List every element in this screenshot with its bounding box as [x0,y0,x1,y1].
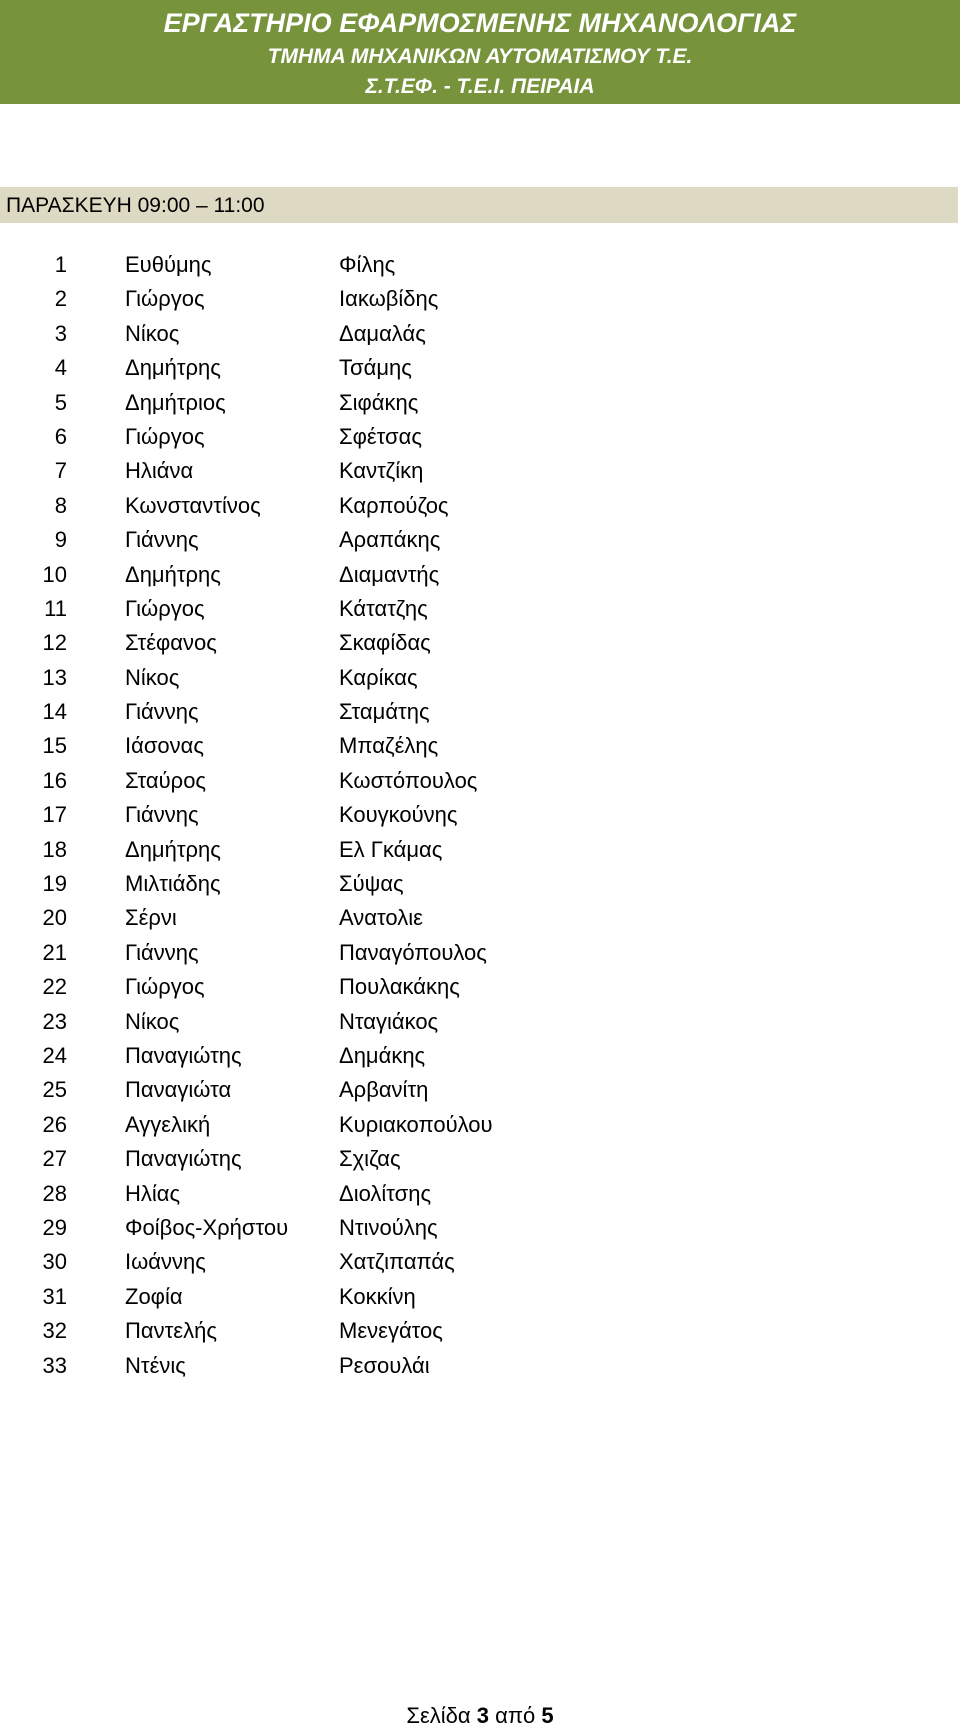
student-last-name: Μπαζέλης [339,733,439,759]
student-first-name: Γιώργος [125,286,205,312]
student-last-name: Δημάκης [339,1042,426,1068]
student-number: 28 [42,1180,67,1206]
list-item [0,1349,960,1383]
student-number: 6 [54,423,67,449]
list-item [0,764,960,798]
student-number: 27 [42,1146,67,1172]
list-item [0,1177,960,1211]
student-first-name: Γιάννης [125,527,199,553]
student-last-name: Κουγκούνης [339,802,458,828]
list-item [0,248,960,282]
section-title: ΠΑΡΑΣΚΕΥΗ 09:00 – 11:00 [6,194,265,217]
student-first-name: Νίκος [125,664,180,690]
list-item [0,282,960,316]
student-last-name: Κωστόπουλος [339,767,478,793]
list-item [0,1211,960,1245]
list-item [0,867,960,901]
student-first-name: Ιάσονας [125,733,204,759]
student-first-name: Δημήτρης [125,355,221,381]
student-first-name: Γιώργος [125,595,205,621]
student-last-name: Σύψας [339,871,404,897]
student-number: 20 [42,905,67,931]
student-first-name: Γιώργος [125,423,205,449]
student-number: 8 [54,492,67,518]
student-first-name: Ηλίας [125,1180,181,1206]
list-item [0,489,960,523]
list-item [0,695,960,729]
student-first-name: Νίκος [125,320,180,346]
student-number: 2 [54,286,67,312]
student-number: 33 [42,1352,67,1378]
student-last-name: Αραπάκης [339,527,441,553]
student-last-name: Τσάμης [339,355,412,381]
student-last-name: Καντζίκη [339,458,424,484]
student-first-name: Φοίβος-Χρήστου [125,1214,289,1240]
student-first-name: Δημήτρης [125,561,221,587]
page-footer [0,1702,960,1730]
list-item [0,1073,960,1107]
student-last-name: Ντινούλης [339,1214,438,1240]
student-number: 29 [42,1214,67,1240]
student-first-name: Στέφανος [125,630,217,656]
student-first-name: Γιάννης [125,939,199,965]
list-item [0,1280,960,1314]
page-header [0,0,960,104]
list-item [0,936,960,970]
list-item [0,626,960,660]
student-first-name: Παναγιώτα [125,1077,232,1103]
student-number: 32 [42,1318,67,1344]
student-last-name: Σφέτσας [339,423,422,449]
student-first-name: Νίκος [125,1008,180,1034]
student-last-name: Χατζιπαπάς [339,1249,455,1275]
student-number: 10 [42,561,67,587]
list-item [0,729,960,763]
student-number: 15 [42,733,67,759]
student-number: 9 [54,527,67,553]
student-number: 3 [54,320,67,346]
student-first-name: Ευθύμης [125,252,212,277]
student-last-name: Μενεγάτος [339,1318,443,1344]
list-item [0,661,960,695]
student-last-name: Νταγιάκος [339,1008,439,1034]
student-number: 16 [42,767,67,793]
student-last-name: Κοκκίνη [339,1283,416,1309]
list-item [0,1314,960,1348]
student-number: 21 [42,939,67,965]
student-first-name: Παναγιώτης [125,1146,242,1172]
student-first-name: Ζοφία [125,1283,183,1309]
student-last-name: Κυριακοπούλου [339,1111,493,1137]
student-number: 19 [42,871,67,897]
page-label: Σελίδα [406,1703,471,1728]
list-item [0,317,960,351]
list-item [0,592,960,626]
student-first-name: Σέρνι [125,905,177,931]
student-last-name: Σκαφίδας [339,630,431,656]
student-number: 22 [42,974,67,1000]
student-number: 4 [54,355,67,381]
list-item [0,833,960,867]
list-item [0,901,960,935]
page-total: 5 [541,1703,554,1728]
student-first-name: Σταύρος [125,767,207,793]
student-first-name: Αγγελική [125,1111,211,1137]
student-last-name: Αρβανίτη [339,1077,429,1103]
list-item [0,351,960,385]
list-item [0,970,960,1004]
list-item [0,523,960,557]
student-last-name: Σχιζας [339,1146,401,1172]
student-number: 1 [54,252,67,277]
student-last-name: Σταμάτης [339,699,430,725]
institution-title: Σ.Τ.ΕΦ. - Τ.Ε.Ι. ΠΕΙΡΑΙΑ [365,75,595,98]
student-last-name: Ρεσουλάι [339,1352,430,1378]
student-last-name: Ανατολιε [339,905,423,931]
student-first-name: Δημήτριος [125,389,226,415]
student-last-name: Κάτατζης [339,595,428,621]
list-item [0,1108,960,1142]
student-number: 5 [54,389,67,415]
student-last-name: Καρπούζος [339,492,449,518]
student-first-name: Γιάννης [125,699,199,725]
student-first-name: Παναγιώτης [125,1042,242,1068]
department-title: ΤΜΗΜΑ ΜΗΧΑΝΙΚΩΝ ΑΥΤΟΜΑΤΙΣΜΟΥ Τ.Ε. [267,45,693,68]
student-number: 26 [42,1111,67,1137]
student-last-name: Διολίτσης [339,1180,432,1206]
section-heading-bar [0,187,958,223]
student-first-name: Γιώργος [125,974,205,1000]
student-first-name: Κωνσταντίνος [125,492,261,518]
list-item [0,1039,960,1073]
student-first-name: Γιάννης [125,802,199,828]
list-item [0,1005,960,1039]
student-last-name: Πουλακάκης [339,974,460,1000]
student-number: 24 [42,1042,67,1068]
student-number: 25 [42,1077,67,1103]
list-item [0,1142,960,1176]
student-number: 18 [42,836,67,862]
list-item [0,454,960,488]
student-number: 7 [54,458,67,484]
student-list [0,248,960,1383]
student-number: 11 [44,595,67,621]
student-last-name: Καρίκας [339,664,418,690]
student-last-name: Ελ Γκάμας [339,836,443,862]
student-first-name: Ιωάννης [125,1249,206,1275]
student-first-name: Παντελής [125,1318,217,1344]
student-first-name: Μιλτιάδης [125,871,221,897]
student-last-name: Διαμαντής [339,561,440,587]
student-number: 14 [42,699,67,725]
student-first-name: Ηλιάνα [125,458,194,484]
student-number: 12 [42,630,67,656]
student-first-name: Δημήτρης [125,836,221,862]
student-last-name: Παναγόπουλος [339,939,487,965]
list-item [0,558,960,592]
student-last-name: Σιφάκης [339,389,419,415]
page-number: 3 [476,1703,489,1728]
list-item [0,1245,960,1279]
page-of-label: από [495,1703,536,1728]
student-last-name: Φίλης [339,252,396,277]
student-number: 30 [42,1249,67,1275]
student-number: 13 [42,664,67,690]
lab-title: ΕΡΓΑΣΤΗΡΙΟ ΕΦΑΡΜΟΣΜΕΝΗΣ ΜΗΧΑΝΟΛΟΓΙΑΣ [163,8,797,38]
student-number: 17 [42,802,67,828]
student-first-name: Ντένις [125,1352,186,1378]
student-last-name: Ιακωβίδης [339,286,439,312]
student-number: 23 [42,1008,67,1034]
list-item [0,420,960,454]
list-item [0,798,960,832]
list-item [0,386,960,420]
student-number: 31 [42,1283,67,1309]
student-last-name: Δαμαλάς [339,320,426,346]
